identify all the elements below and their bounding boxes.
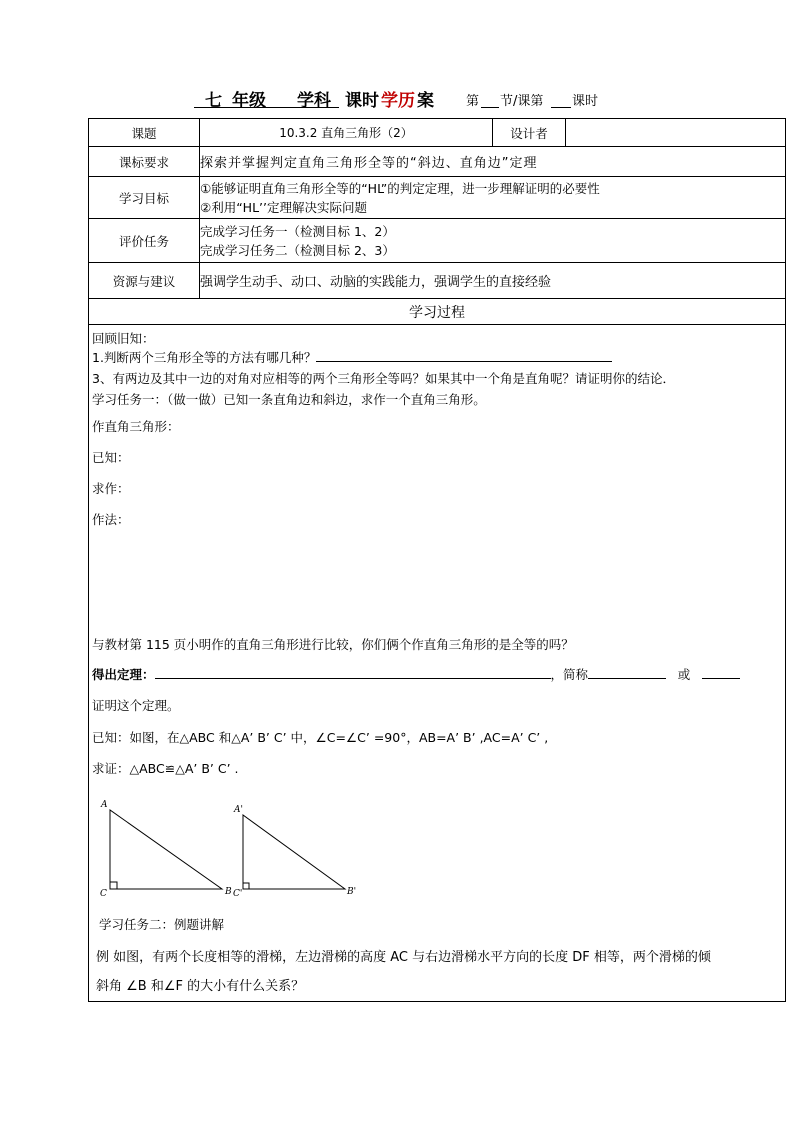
goal-item: ②利用“HL’’定理解决实际问题 [200, 199, 367, 215]
triangle-abc [110, 810, 222, 889]
grade-suffix: 年级 [232, 91, 266, 111]
section-prefix: 第 [466, 94, 480, 109]
triangle-a1b1c1 [243, 815, 345, 889]
goals-row [89, 177, 786, 219]
question-1 [92, 348, 612, 366]
eval-row [89, 219, 786, 263]
right-angle-mark [243, 883, 249, 889]
prove-text: 证明这个定理。 [92, 698, 180, 713]
process-title-row [89, 299, 786, 325]
vertex-c-label: C [100, 889, 107, 899]
vertex-a-label: A [101, 800, 108, 810]
vertex-b1-label: B' [347, 887, 357, 897]
eval-cell [200, 219, 786, 263]
standard-label: 课标要求 [89, 147, 200, 177]
task-1: 学习任务一：（做一做）已知一条直角边和斜边，求作一个直角三角形。 [92, 392, 486, 407]
theorem-line [92, 665, 740, 683]
right-angle-mark [110, 882, 117, 889]
vertex-c1-label: C' [233, 889, 243, 899]
claim-text: 求证：△ABC≌△A’ B’ C’ . [92, 761, 239, 776]
given-label: 已知： [92, 450, 130, 465]
abbrev-blank-2[interactable] [702, 677, 740, 679]
construct-label: 作直角三角形： [92, 419, 180, 434]
process-content [89, 325, 785, 1001]
abbrev-label: ，简称 [550, 667, 589, 682]
page-header [0, 86, 794, 112]
task-2: 学习任务二：例题讲解 [99, 917, 225, 932]
lesson-table [88, 118, 786, 1002]
section-suffix: 课时 [572, 94, 599, 109]
answer-blank[interactable] [316, 360, 612, 362]
find-label: 求作： [92, 481, 130, 496]
theorem-blank[interactable] [155, 677, 551, 679]
resource-value: 强调学生动手、动口、动脑的实践能力，强调学生的直接经验 [200, 263, 786, 299]
subject-suffix: 学科 [297, 91, 331, 111]
known-text: 已知：如图，在△ABC 和△A’ B’ C’ 中，∠C=∠C’ =90°，AB=A’ B’ ,AC=A’ C’ , [92, 730, 549, 745]
section-mid: 节/课第 [500, 94, 544, 109]
example-line-1: 例 如图，有两个长度相等的滑梯，左边滑梯的高度 AC 与右边滑梯水平方向的长度 DF 相等，两个滑梯的倾 [96, 950, 711, 965]
grade-value: 七 [205, 91, 222, 111]
topic-row [89, 119, 786, 147]
designer-value [566, 119, 786, 147]
compare-text: 与教材第 115 页小明作的直角三角形进行比较，你们俩个作直角三角形的是全等的吗？ [92, 637, 574, 652]
triangle-a1b1c1-figure [230, 802, 370, 902]
eval-label: 评价任务 [89, 219, 200, 263]
review-heading: 回顾旧知： [92, 331, 155, 346]
eval-task: 完成学习任务二（检测目标 2、3） [200, 242, 395, 258]
title-part2: 案 [417, 91, 434, 111]
title-red: 学历 [381, 91, 415, 111]
abbrev-blank-1[interactable] [588, 677, 666, 679]
standard-row [89, 147, 786, 177]
goal-item: ①能够证明直角三角形全等的“HL”的判定定理，进一步理解证明的必要性 [200, 180, 600, 196]
resource-label: 资源与建议 [89, 263, 200, 299]
theorem-label: 得出定理： [92, 667, 155, 682]
question-3: 3、有两边及其中一边的对角对应相等的两个三角形全等吗？如果其中一个角是直角呢？请证明你的结论． [92, 371, 675, 386]
or-label: 或 [677, 667, 691, 682]
vertex-b-label: B [225, 887, 232, 897]
example-line-2: 斜角 ∠B 和∠F 的大小有什么关系？ [96, 979, 305, 994]
standard-value: 探索并掌握判定直角三角形全等的“斜边、直角边”定理 [200, 147, 786, 177]
vertex-a1-label: A' [234, 805, 243, 815]
header-underline-lesson [551, 107, 571, 108]
process-row [89, 325, 786, 1002]
resource-row [89, 263, 786, 299]
triangle-abc-figure [98, 795, 238, 899]
designer-label: 设计者 [493, 119, 566, 147]
question-1-text: 1.判断两个三角形全等的方法有哪几种？ [92, 350, 317, 365]
title-part1: 课时 [345, 91, 379, 111]
topic-label: 课题 [89, 119, 200, 147]
method-label: 作法： [92, 512, 130, 527]
process-title: 学习过程 [89, 299, 786, 325]
topic-value: 10.3.2 直角三角形（2） [200, 119, 493, 147]
header-underline-grade [194, 107, 339, 108]
eval-task: 完成学习任务一（检测目标 1、2） [200, 223, 395, 239]
goals-label: 学习目标 [89, 177, 200, 219]
goals-cell [200, 177, 786, 219]
header-underline-section [481, 107, 499, 108]
